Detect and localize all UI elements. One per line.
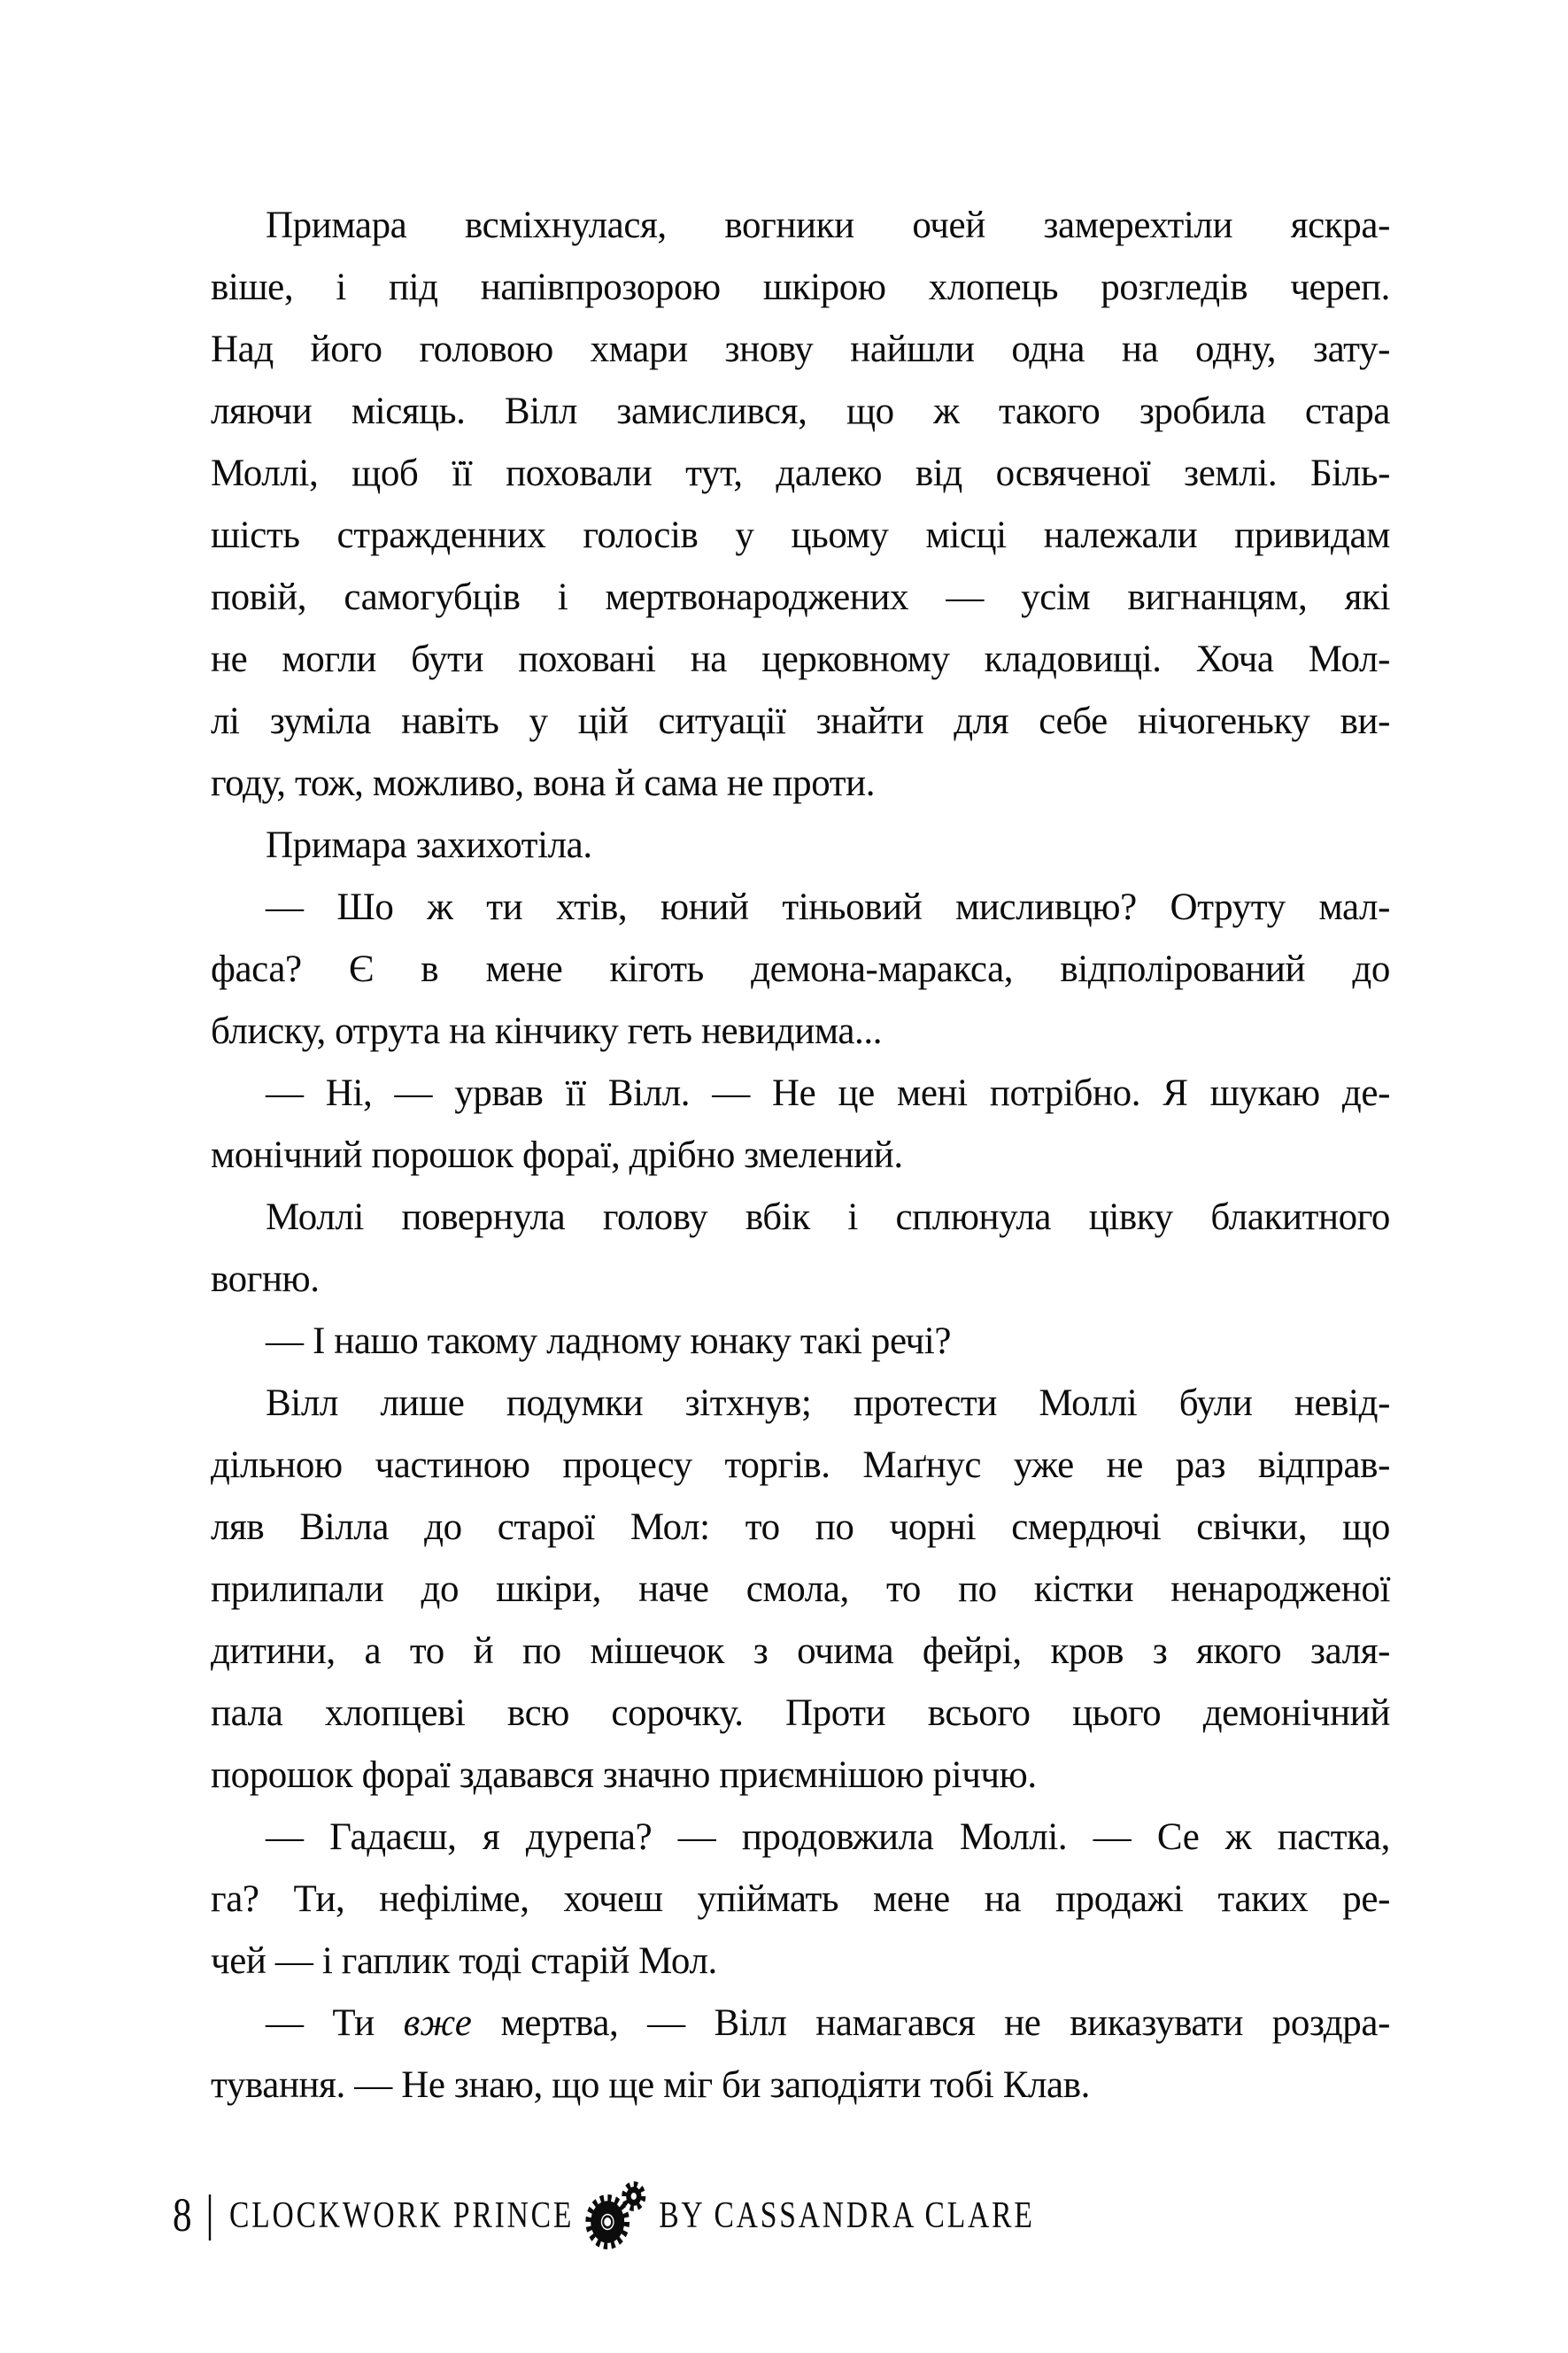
text-line: — І нашо такому ладному юнаку такі речі? bbox=[266, 1320, 952, 1362]
page-number: 8 bbox=[173, 2188, 192, 2241]
gear-icon bbox=[583, 2180, 652, 2255]
page-footer bbox=[173, 2184, 1035, 2251]
text-line: году, тож, можливо, вона й сама не проти. bbox=[211, 762, 876, 804]
text-line: віше, і під напівпрозорою шкірою хлопець розгледів череп. bbox=[211, 267, 1390, 308]
text-line: ляючи місяць. Вілл замислився, що ж такого зробила стара bbox=[211, 391, 1390, 432]
text-line: — Ні, — урвав її Вілл. — Не це мені потрібно. Я шукаю де- bbox=[266, 1072, 1390, 1114]
text-line: Моллі, щоб її поховали тут, далеко від освяченої землі. Біль- bbox=[211, 453, 1390, 494]
text-line: дільною частиною процесу торгів. Маґнус уже не раз відправ- bbox=[211, 1444, 1390, 1486]
gear-small-icon bbox=[621, 2180, 646, 2212]
text-line: Примара всміхнулася, вогники очей замерехтіли яскра- bbox=[266, 205, 1390, 246]
text-line: Над його головою хмари знову найшли одна на одну, зату- bbox=[211, 329, 1390, 370]
text-line: Моллі повернула голову вбік і сплюнула цівку блакитного bbox=[266, 1196, 1390, 1238]
text-line: блиску, отрута на кінчику геть невидима... bbox=[211, 1010, 883, 1052]
text-line: фаса? Є в мене кіготь демона-маракса, відполірований до bbox=[211, 948, 1390, 990]
footer-divider bbox=[209, 2194, 211, 2241]
text-line: га? Ти, нефіліме, хочеш упіймать мене на продажі таких ре- bbox=[211, 1878, 1390, 1920]
book-title: CLOCKWORK PRINCE bbox=[229, 2195, 575, 2236]
text-line: вогню. bbox=[211, 1258, 320, 1300]
text-line: чей — і гаплик тоді старій Мол. bbox=[211, 1940, 717, 1982]
text-line: — Ти вже мертва, — Вілл намагався не виказувати роздра- bbox=[266, 2002, 1390, 2044]
text-line: ляв Вілла до старої Мол: то по чорні смердючі свічки, що bbox=[211, 1506, 1390, 1548]
text-line: дитини, а то й по мішечок з очима фейрі, кров з якого заля- bbox=[211, 1630, 1390, 1672]
body-text bbox=[211, 195, 1390, 2117]
text-line: монічний порошок фораї, дрібно змелений. bbox=[211, 1134, 903, 1176]
text-line: тування. — Не знаю, що ще міг би заподіяти тобі Клав. bbox=[211, 2064, 1090, 2106]
book-author: BY CASSANDRA CLARE bbox=[659, 2195, 1035, 2236]
text-line: — Шо ж ти хтів, юний тіньовий мисливцю? Отруту мал- bbox=[266, 886, 1390, 928]
text-line: прилипали до шкіри, наче смола, то по кістки ненародженої bbox=[211, 1568, 1390, 1610]
text-line: Примара захихотіла. bbox=[266, 824, 592, 866]
text-line: Вілл лише подумки зітхнув; протести Моллі були невід- bbox=[266, 1382, 1390, 1424]
text-line: — Гадаєш, я дурепа? — продовжила Моллі. — Се ж пастка, bbox=[266, 1816, 1390, 1858]
text-line: повій, самогубців і мертвонароджених — усім вигнанцям, які bbox=[211, 577, 1390, 618]
text-line: порошок фораї здавався значно приємнішою річчю. bbox=[211, 1754, 1037, 1796]
text-line: шість стражденних голосів у цьому місці належали привидам bbox=[211, 515, 1390, 556]
text-line: пала хлопцеві всю сорочку. Проти всього цього демонічний bbox=[211, 1692, 1390, 1734]
text-line: не могли бути поховані на церковному кладовищі. Хоча Мол- bbox=[211, 639, 1390, 680]
text-line: лі зуміла навіть у цій ситуації знайти для себе нічогеньку ви- bbox=[211, 700, 1390, 742]
